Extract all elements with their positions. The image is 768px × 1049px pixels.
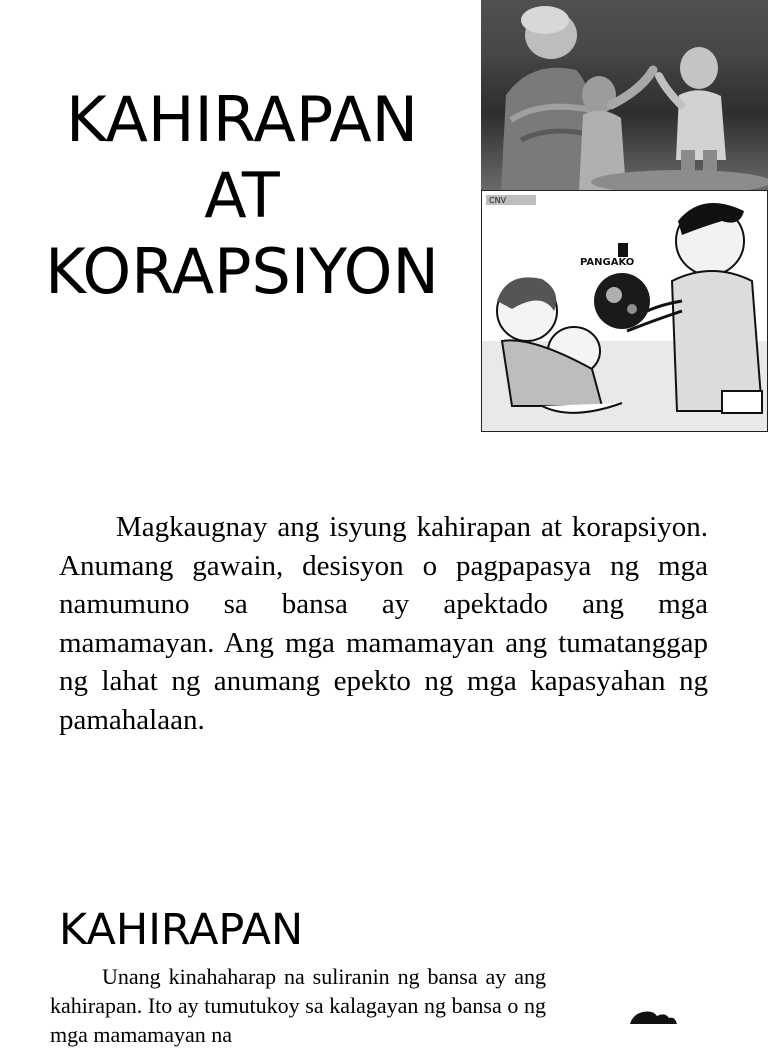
partial-figure-icon xyxy=(625,1008,685,1024)
poverty-photo xyxy=(481,0,768,190)
cartoon-sign-text: PANGAKO xyxy=(580,257,635,268)
corruption-cartoon-illustration xyxy=(482,191,767,431)
cartoon-corner-tag: CNV xyxy=(489,196,507,205)
poverty-photo-illustration xyxy=(481,0,768,190)
page-title xyxy=(20,82,464,310)
partial-figure-graphic xyxy=(625,1008,685,1024)
title-line-3: KORAPSIYON xyxy=(45,235,439,308)
title-line-1: KAHIRAPAN xyxy=(65,83,419,156)
section-heading-kahirapan: KAHIRAPAN xyxy=(59,905,304,955)
intro-paragraph: Magkaugnay ang isyung kahirapan at korapsiyon. Anumang gawain, desisyon o pagpapasya ng mga namumuno sa bansa ay apektado ang mga mamamayan. Ang mga mamamayan ang tumatanggap ng lahat ng anumang epekto ng mga kapasyahan ng pamahalaan. xyxy=(59,511,708,736)
section-body-paragraph: Unang kinahaharap na suliranin ng bansa ay ang kahirapan. Ito ay tumutukoy sa kalagayan ng bansa o ng mga mamamayan na xyxy=(50,964,546,1047)
corruption-cartoon xyxy=(481,190,768,432)
title-line-2: AT xyxy=(204,159,280,232)
